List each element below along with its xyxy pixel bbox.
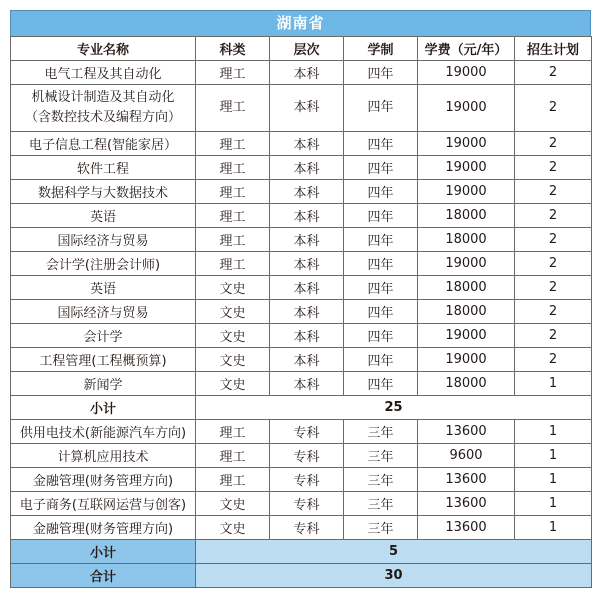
major-name-line: 会计学 (83, 330, 123, 345)
college-subtotal-row-value: 5 (196, 540, 592, 564)
category-cell: 理工 (196, 420, 270, 444)
major-name-cell (11, 300, 196, 324)
table-row (11, 492, 592, 516)
major-name-cell (11, 85, 196, 132)
category-cell: 理工 (196, 180, 270, 204)
header-major: 专业名称 (11, 37, 196, 61)
table-row (11, 156, 592, 180)
duration-cell: 四年 (344, 204, 418, 228)
level-cell: 本科 (270, 348, 344, 372)
fee-cell: 19000 (418, 85, 515, 132)
major-name-cell (11, 132, 196, 156)
category-cell: 理工 (196, 204, 270, 228)
fee-cell: 19000 (418, 132, 515, 156)
category-cell: 理工 (196, 156, 270, 180)
major-name-cell (11, 516, 196, 540)
major-name-line: 金融管理(财务管理方向) (32, 474, 174, 489)
duration-cell: 四年 (344, 372, 418, 396)
duration-cell: 四年 (344, 180, 418, 204)
duration-cell: 四年 (344, 300, 418, 324)
major-name-cell (11, 252, 196, 276)
category-cell: 文史 (196, 372, 270, 396)
major-name-line: 会计学(注册会计师) (45, 258, 161, 273)
duration-cell: 三年 (344, 516, 418, 540)
duration-cell: 三年 (344, 468, 418, 492)
level-cell: 本科 (270, 156, 344, 180)
major-name-cell (11, 372, 196, 396)
duration-cell: 三年 (344, 492, 418, 516)
header-level: 层次 (270, 37, 344, 61)
major-name-line: 软件工程 (76, 162, 129, 177)
table-row (11, 204, 592, 228)
header-duration: 学制 (344, 37, 418, 61)
duration-cell: 三年 (344, 444, 418, 468)
major-name-line: 英语 (89, 282, 116, 297)
quota-cell: 1 (515, 372, 592, 396)
level-cell: 专科 (270, 420, 344, 444)
category-cell: 文史 (196, 300, 270, 324)
table-row (11, 516, 592, 540)
total-row (11, 564, 592, 588)
duration-cell: 四年 (344, 61, 418, 85)
level-cell: 本科 (270, 132, 344, 156)
category-cell: 文史 (196, 516, 270, 540)
fee-cell: 19000 (418, 61, 515, 85)
duration-cell: 四年 (344, 132, 418, 156)
duration-cell: 四年 (344, 252, 418, 276)
level-cell: 专科 (270, 492, 344, 516)
fee-cell: 18000 (418, 204, 515, 228)
enrollment-plan-sheet (10, 10, 591, 588)
category-cell: 文史 (196, 276, 270, 300)
fee-cell: 13600 (418, 516, 515, 540)
duration-cell: 四年 (344, 85, 418, 132)
quota-cell: 1 (515, 444, 592, 468)
table-row (11, 420, 592, 444)
major-name-line: （含数控技术及编程方向） (24, 110, 181, 125)
duration-cell: 四年 (344, 156, 418, 180)
table-row (11, 276, 592, 300)
quota-cell: 2 (515, 276, 592, 300)
major-name-line: 金融管理(财务管理方向) (32, 522, 174, 537)
level-cell: 本科 (270, 180, 344, 204)
fee-cell: 13600 (418, 492, 515, 516)
major-name-cell (11, 228, 196, 252)
fee-cell: 13600 (418, 420, 515, 444)
duration-cell: 四年 (344, 348, 418, 372)
fee-cell: 18000 (418, 372, 515, 396)
category-cell: 文史 (196, 324, 270, 348)
fee-cell: 18000 (418, 228, 515, 252)
major-name-cell (11, 324, 196, 348)
fee-cell: 19000 (418, 252, 515, 276)
category-cell: 理工 (196, 61, 270, 85)
level-cell: 本科 (270, 324, 344, 348)
header-category: 科类 (196, 37, 270, 61)
level-cell: 本科 (270, 276, 344, 300)
level-cell: 本科 (270, 85, 344, 132)
table-row (11, 444, 592, 468)
province-title: 湖南省 (10, 10, 591, 36)
quota-cell: 2 (515, 61, 592, 85)
table-row (11, 85, 592, 132)
major-name-line: 国际经济与贸易 (57, 306, 149, 321)
duration-cell: 四年 (344, 324, 418, 348)
major-name-cell (11, 61, 196, 85)
major-name-cell (11, 204, 196, 228)
fee-cell: 18000 (418, 300, 515, 324)
table-row (11, 324, 592, 348)
major-name-cell (11, 468, 196, 492)
duration-cell: 三年 (344, 420, 418, 444)
quota-cell: 2 (515, 180, 592, 204)
table-row (11, 228, 592, 252)
fee-cell: 19000 (418, 348, 515, 372)
enrollment-table (10, 36, 592, 588)
major-name-line: 工程管理(工程概预算) (39, 354, 167, 369)
duration-cell: 四年 (344, 228, 418, 252)
level-cell: 本科 (270, 204, 344, 228)
category-cell: 理工 (196, 132, 270, 156)
major-name-cell (11, 348, 196, 372)
major-name-cell (11, 276, 196, 300)
header-fee: 学费（元/年） (418, 37, 515, 61)
quota-cell: 2 (515, 228, 592, 252)
bachelor-subtotal-row-value: 25 (196, 396, 592, 420)
major-name-line: 计算机应用技术 (57, 450, 149, 465)
major-name-cell (11, 180, 196, 204)
major-name-line: 国际经济与贸易 (57, 234, 149, 249)
level-cell: 本科 (270, 61, 344, 85)
fee-cell: 19000 (418, 156, 515, 180)
quota-cell: 1 (515, 420, 592, 444)
fee-cell: 19000 (418, 324, 515, 348)
quota-cell: 2 (515, 85, 592, 132)
header-quota: 招生计划 (515, 37, 592, 61)
college-subtotal-row-label: 小计 (11, 540, 196, 564)
major-name-cell (11, 420, 196, 444)
quota-cell: 2 (515, 132, 592, 156)
header-row (11, 37, 592, 61)
table-row (11, 300, 592, 324)
quota-cell: 2 (515, 252, 592, 276)
bachelor-subtotal-row (11, 396, 592, 420)
total-row-label: 合计 (11, 564, 196, 588)
table-row (11, 468, 592, 492)
quota-cell: 1 (515, 516, 592, 540)
duration-cell: 四年 (344, 276, 418, 300)
major-name-line: 电子信息工程(智能家居） (28, 138, 178, 153)
major-name-cell (11, 444, 196, 468)
quota-cell: 2 (515, 204, 592, 228)
major-name-cell (11, 156, 196, 180)
quota-cell: 1 (515, 492, 592, 516)
major-name-line: 机械设计制造及其自动化 (31, 90, 175, 105)
category-cell: 理工 (196, 444, 270, 468)
level-cell: 本科 (270, 300, 344, 324)
fee-cell: 9600 (418, 444, 515, 468)
major-name-cell (11, 492, 196, 516)
major-name-line: 英语 (89, 210, 116, 225)
category-cell: 文史 (196, 492, 270, 516)
college-subtotal-row (11, 540, 592, 564)
major-name-line: 电气工程及其自动化 (44, 67, 162, 82)
category-cell: 理工 (196, 228, 270, 252)
category-cell: 理工 (196, 252, 270, 276)
category-cell: 文史 (196, 348, 270, 372)
major-name-line: 数据科学与大数据技术 (37, 186, 168, 201)
quota-cell: 2 (515, 324, 592, 348)
bachelor-subtotal-row-label: 小计 (11, 396, 196, 420)
major-name-line: 电子商务(互联网运营与创客) (19, 498, 187, 513)
fee-cell: 13600 (418, 468, 515, 492)
table-row (11, 180, 592, 204)
fee-cell: 18000 (418, 276, 515, 300)
table-row (11, 61, 592, 85)
major-name-line: 新闻学 (83, 378, 123, 393)
table-row (11, 252, 592, 276)
table-row (11, 132, 592, 156)
category-cell: 理工 (196, 85, 270, 132)
level-cell: 本科 (270, 228, 344, 252)
level-cell: 本科 (270, 252, 344, 276)
level-cell: 专科 (270, 516, 344, 540)
quota-cell: 2 (515, 300, 592, 324)
major-name-line: 供用电技术(新能源汽车方向) (19, 426, 187, 441)
category-cell: 理工 (196, 468, 270, 492)
table-row (11, 348, 592, 372)
quota-cell: 2 (515, 156, 592, 180)
total-row-value: 30 (196, 564, 592, 588)
quota-cell: 2 (515, 348, 592, 372)
level-cell: 本科 (270, 372, 344, 396)
level-cell: 专科 (270, 444, 344, 468)
level-cell: 专科 (270, 468, 344, 492)
table-row (11, 372, 592, 396)
fee-cell: 19000 (418, 180, 515, 204)
quota-cell: 1 (515, 468, 592, 492)
